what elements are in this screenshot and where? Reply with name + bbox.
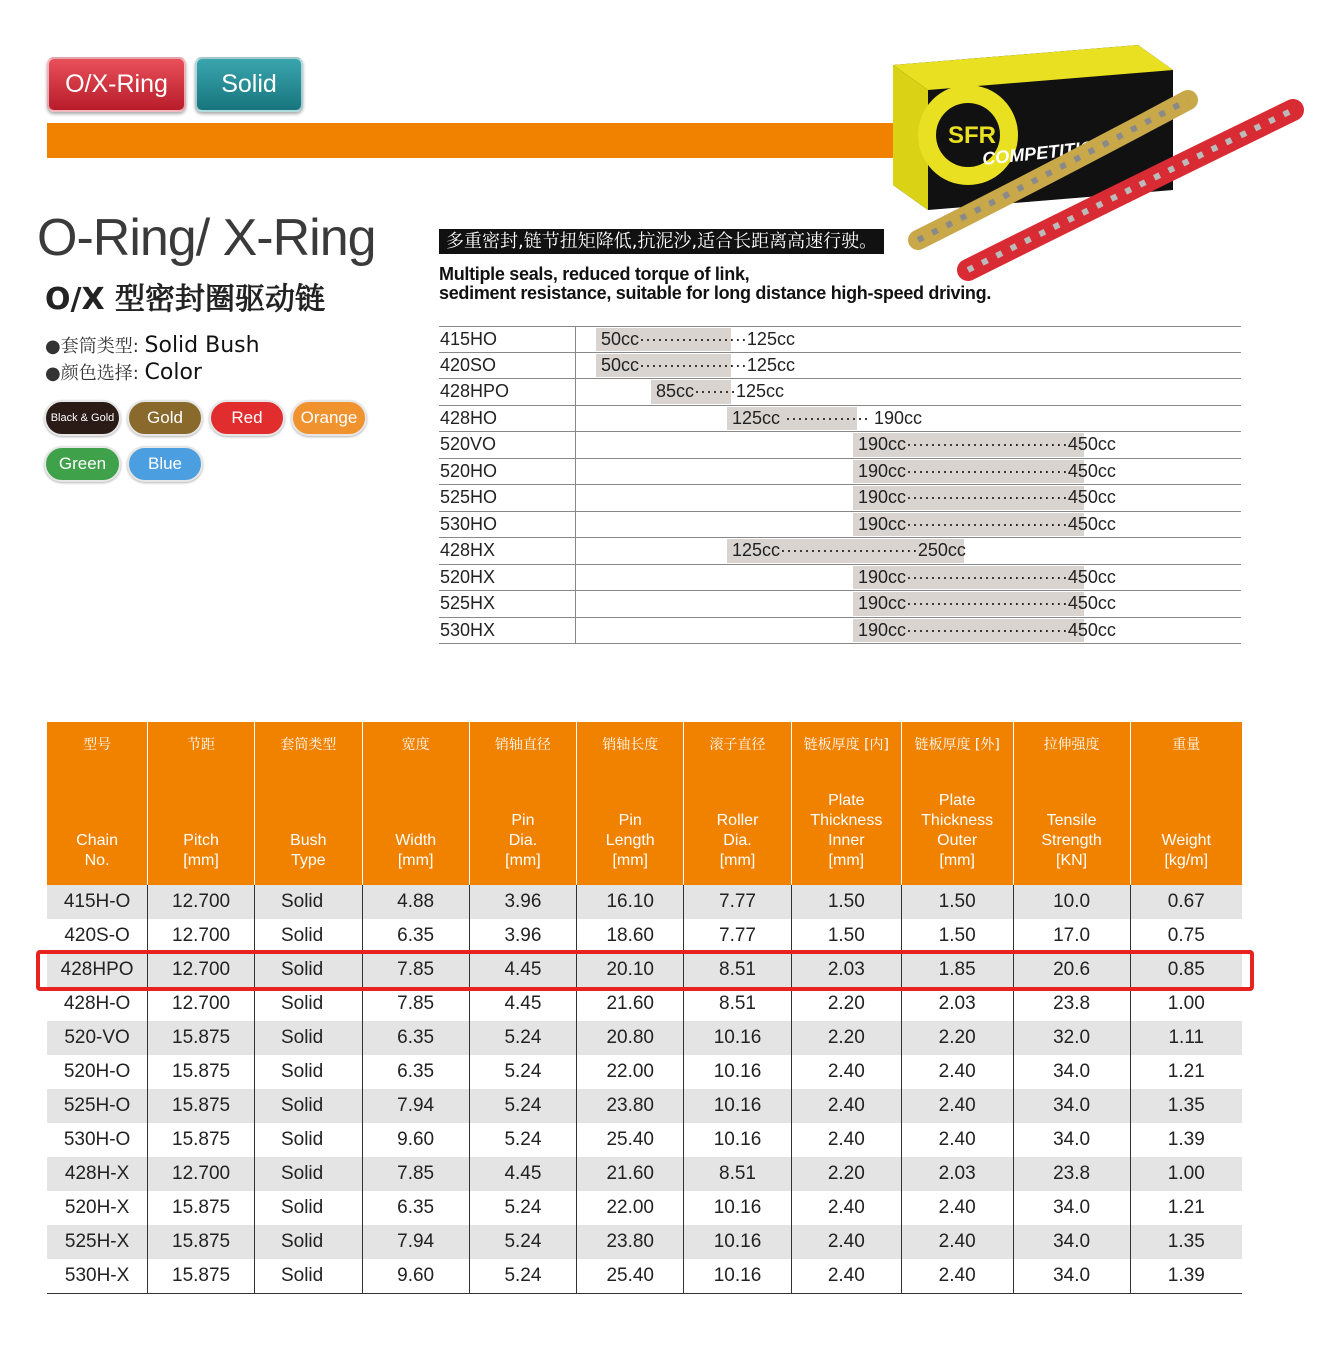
table-cell: 428H-O (63, 993, 131, 1014)
table-cell: 520H-O (63, 1061, 131, 1082)
range-model: 428HO (440, 407, 498, 428)
table-cell: 22.00 (577, 1055, 684, 1089)
color-pill-blue: Blue (127, 446, 203, 482)
range-divider (575, 406, 576, 432)
table-cell: 10.16 (684, 1055, 792, 1089)
table-cell: 8.51 (684, 987, 792, 1021)
table-cell: 20.10 (577, 953, 684, 987)
table-cell: 2.20 (791, 1157, 901, 1191)
table-cell: 2.40 (901, 1089, 1013, 1123)
range-bar: 190cc···························450cc (853, 433, 1084, 457)
header-en: Plate Thickness Inner [mm] (810, 792, 883, 869)
table-cell: 8.51 (684, 953, 792, 987)
table-cell: 6.35 (362, 1191, 469, 1225)
table-cell: 5.24 (469, 1055, 577, 1089)
range-row (439, 406, 1241, 433)
table-cell: 428HPO (47, 953, 148, 987)
spec-header (47, 722, 148, 885)
range-model: 428HPO (440, 381, 510, 401)
table-cell: 10.16 (684, 1259, 792, 1293)
table-cell: Solid (254, 1089, 362, 1123)
table-cell: 34.0 (1013, 1259, 1130, 1293)
table-cell: 20.80 (577, 1021, 684, 1055)
table-cell: 7.85 (362, 1157, 469, 1191)
table-cell: 2.40 (791, 1089, 901, 1123)
table-cell: 21.60 (577, 987, 684, 1021)
range-row (439, 432, 1241, 459)
range-row (439, 353, 1241, 380)
table-cell: 16.10 (577, 885, 684, 919)
table-cell: 21.60 (577, 1157, 684, 1191)
range-bar: 125cc ·············· 190cc (727, 407, 857, 431)
table-cell: 15.875 (148, 1225, 255, 1259)
table-cell: 2.40 (791, 1055, 901, 1089)
table-cell: 7.85 (362, 953, 469, 987)
range-model: 520HX (440, 566, 496, 587)
table-cell: 25.40 (577, 1259, 684, 1293)
range-model: 530HO (440, 513, 498, 534)
table-cell: 7.94 (362, 1225, 469, 1259)
range-row (439, 459, 1241, 486)
range-model: 420SO (440, 354, 497, 375)
table-cell: 32.0 (1013, 1021, 1130, 1055)
range-row (439, 326, 1241, 353)
color-pill-gold: Gold (127, 400, 203, 436)
table-cell: 2.40 (791, 1191, 901, 1225)
solid-badge: Solid (195, 57, 303, 112)
range-bar: 50cc··················125cc (596, 328, 731, 351)
table-cell: Solid (254, 885, 362, 919)
spec-header (1013, 722, 1130, 885)
header-cn: 滚子直径 (709, 737, 766, 753)
range-model: 415HO (440, 329, 498, 349)
table-cell: 5.24 (469, 1089, 577, 1123)
range-bar: 50cc··················125cc (596, 354, 731, 378)
table-cell: 5.24 (469, 1259, 577, 1293)
table-cell: 2.40 (791, 1259, 901, 1293)
table-cell: 15.875 (148, 1021, 255, 1055)
range-model: 530HX (440, 619, 496, 640)
table-cell: 6.35 (362, 919, 469, 953)
table-row (47, 885, 1242, 919)
table-cell: 10.16 (684, 1191, 792, 1225)
table-cell: 1.00 (1130, 1157, 1242, 1191)
table-cell: 20.6 (1013, 953, 1130, 987)
table-cell: 1.35 (1130, 1225, 1242, 1259)
table-cell: 1.50 (901, 919, 1013, 953)
oring-badge: O/X-Ring (47, 57, 186, 112)
table-cell: 1.21 (1130, 1191, 1242, 1225)
header-cn: 链板厚度 [外] (914, 737, 1000, 753)
header-en: Roller Dia. [mm] (716, 812, 759, 869)
table-cell: 18.60 (577, 919, 684, 953)
table-cell: 10.16 (684, 1123, 792, 1157)
table-cell: 4.88 (362, 885, 469, 919)
table-cell: 1.50 (791, 885, 901, 919)
range-bar: 190cc···························450cc (853, 619, 1084, 643)
table-cell: 2.20 (791, 987, 901, 1021)
header-cn: 销轴长度 (602, 737, 659, 753)
table-cell: 0.75 (1130, 919, 1242, 953)
table-cell: 6.35 (362, 1021, 469, 1055)
range-divider (575, 618, 576, 644)
header-cn: 宽度 (401, 737, 430, 753)
table-row (47, 1123, 1242, 1157)
range-divider (575, 353, 576, 379)
header-cn: 型号 (83, 737, 112, 753)
table-cell: 4.45 (469, 1157, 577, 1191)
table-cell: 9.60 (362, 1259, 469, 1293)
table-cell: Solid (254, 1225, 362, 1259)
table-cell: 2.03 (791, 953, 901, 987)
range-bar: 190cc···························450cc (853, 486, 1084, 510)
spec-header (791, 722, 901, 885)
table-cell: 530H-O (63, 1129, 131, 1150)
table-cell: 428H-X (47, 1157, 148, 1191)
description-en: Multiple seals, reduced torque of link, sediment resistance, suitable for long distance high-speed driving. (439, 264, 992, 303)
table-cell: 17.0 (1013, 919, 1130, 953)
highlight-box (36, 950, 1254, 991)
table-cell: 12.700 (148, 1157, 255, 1191)
table-cell: 2.40 (901, 1259, 1013, 1293)
table-row (47, 1225, 1242, 1259)
table-cell: Solid (254, 1157, 362, 1191)
range-divider (575, 512, 576, 538)
table-cell: 12.700 (148, 885, 255, 919)
table-cell: 7.77 (684, 885, 792, 919)
svg-text:SFR: SFR (948, 122, 996, 149)
header-en: Chain No. (76, 832, 118, 869)
bush-spec: ●套筒类型: Solid Bush (45, 333, 260, 358)
color-pill-green: Green (44, 446, 121, 482)
color-pill-black-gold: Black & Gold (44, 400, 121, 436)
product-image (888, 40, 1308, 285)
table-cell: 5.24 (469, 1191, 577, 1225)
range-model: 525HX (440, 593, 496, 613)
table-cell: 520-VO (47, 1021, 148, 1055)
table-cell: 2.03 (901, 1157, 1013, 1191)
table-cell: 15.875 (148, 1055, 255, 1089)
table-cell: 4.45 (469, 987, 577, 1021)
table-cell: 2.40 (791, 1123, 901, 1157)
header-en: Pitch [mm] (183, 832, 219, 869)
table-cell: 34.0 (1013, 1225, 1130, 1259)
table-cell: 2.20 (791, 1021, 901, 1055)
table-cell: Solid (254, 1123, 362, 1157)
table-cell: 1.50 (791, 919, 901, 953)
table-cell: Solid (254, 1191, 362, 1225)
table-cell: 1.39 (1130, 1259, 1242, 1293)
table-cell: 415H-O (47, 885, 148, 919)
range-model: 525HO (440, 487, 498, 507)
range-model: 428HX (440, 540, 496, 560)
range-bar: 190cc···························450cc (853, 460, 1084, 484)
table-cell: 6.35 (362, 1055, 469, 1089)
table-row (47, 987, 1242, 1021)
table-cell: 2.40 (901, 1191, 1013, 1225)
table-cell: 25.40 (577, 1123, 684, 1157)
table-cell: 34.0 (1013, 1089, 1130, 1123)
table-cell: 34.0 (1013, 1123, 1130, 1157)
spec-header (577, 722, 684, 885)
table-cell: 15.875 (148, 1089, 255, 1123)
table-cell: 7.94 (362, 1089, 469, 1123)
color-pill-red: Red (209, 400, 285, 436)
spec-header (1130, 722, 1242, 885)
table-cell: 2.40 (901, 1055, 1013, 1089)
table-cell: Solid (254, 919, 362, 953)
spec-header (684, 722, 792, 885)
table-cell: Solid (254, 1259, 362, 1293)
table-cell: 1.85 (901, 953, 1013, 987)
range-divider (575, 538, 576, 564)
table-cell: 7.77 (684, 919, 792, 953)
header-en: Weight [kg/m] (1161, 832, 1212, 869)
table-cell: 15.875 (148, 1191, 255, 1225)
table-cell: 34.0 (1013, 1191, 1130, 1225)
table-cell: 9.60 (362, 1123, 469, 1157)
range-divider (575, 565, 576, 591)
range-row (439, 512, 1241, 539)
range-model: 520HO (440, 460, 498, 481)
table-row (47, 1191, 1242, 1225)
table-cell: 1.21 (1130, 1055, 1242, 1089)
table-cell: 34.0 (1013, 1055, 1130, 1089)
table-cell: 2.40 (901, 1225, 1013, 1259)
table-row (47, 1259, 1242, 1293)
table-cell: 12.700 (148, 919, 255, 953)
table-cell: 10.0 (1013, 885, 1130, 919)
svg-text:COMPETITION: COMPETITION (981, 136, 1108, 169)
header-en: Plate Thickness Outer [mm] (921, 792, 994, 869)
table-cell: 15.875 (148, 1259, 255, 1293)
spec-header (148, 722, 255, 885)
range-divider (575, 591, 576, 617)
table-cell: 1.11 (1130, 1021, 1242, 1055)
range-row (439, 591, 1241, 618)
table-cell: 0.85 (1130, 953, 1242, 987)
table-cell: Solid (254, 1055, 362, 1089)
table-cell: 520H-X (64, 1197, 130, 1218)
header-cn: 拉伸强度 (1043, 737, 1100, 753)
table-row (47, 1055, 1242, 1089)
header-en: Width [mm] (395, 832, 437, 869)
table-cell: 3.96 (469, 919, 577, 953)
spec-header (362, 722, 469, 885)
page-title: O-Ring/ X-Ring (37, 209, 376, 267)
header-cn: 套筒类型 (280, 737, 337, 753)
spec-header (254, 722, 362, 885)
table-cell: 7.85 (362, 987, 469, 1021)
table-cell: 530H-X (47, 1259, 148, 1293)
table-row (47, 1157, 1242, 1191)
table-cell: Solid (254, 953, 362, 987)
table-cell: 525H-O (47, 1089, 148, 1123)
range-row (439, 379, 1241, 406)
table-cell: 15.875 (148, 1123, 255, 1157)
displacement-range-table (439, 326, 1241, 644)
range-divider (575, 485, 576, 511)
table-cell: 8.51 (684, 1157, 792, 1191)
table-cell: 12.700 (148, 987, 255, 1021)
range-bar: 125cc·······················250cc (727, 539, 964, 563)
page-subtitle: O/X 型密封圈驱动链 (45, 282, 326, 317)
header-en: Pin Length [mm] (605, 812, 655, 869)
spec-table (47, 722, 1242, 1294)
header-en: Tensile Strength [KN] (1041, 812, 1102, 869)
table-cell: 0.67 (1130, 885, 1242, 919)
header-cn: 链板厚度 [内] (803, 737, 889, 753)
range-row (439, 538, 1241, 565)
range-row (439, 618, 1241, 645)
spec-header (901, 722, 1013, 885)
range-row (439, 565, 1241, 592)
header-en: Pin Dia. [mm] (505, 812, 541, 869)
table-cell: 22.00 (577, 1191, 684, 1225)
table-cell: 10.16 (684, 1089, 792, 1123)
table-cell: 1.00 (1130, 987, 1242, 1021)
color-spec: ●颜色选择: Color (45, 360, 202, 385)
table-cell: 23.8 (1013, 987, 1130, 1021)
header-bar (47, 123, 947, 158)
table-cell: 1.50 (901, 885, 1013, 919)
spec-header (469, 722, 577, 885)
table-cell: 23.80 (577, 1089, 684, 1123)
header-cn: 销轴直径 (494, 737, 551, 753)
header-cn: 节距 (187, 737, 216, 753)
table-cell: 420S-O (64, 925, 130, 946)
table-cell: 4.45 (469, 953, 577, 987)
table-row (47, 1089, 1242, 1123)
range-bar: 190cc···························450cc (853, 566, 1084, 590)
color-pill-orange: Orange (291, 400, 367, 436)
table-cell: 2.20 (901, 1021, 1013, 1055)
table-cell: Solid (254, 1021, 362, 1055)
range-divider (575, 327, 576, 352)
header-en: Bush Type (290, 832, 327, 869)
range-divider (575, 459, 576, 485)
table-cell: 2.03 (901, 987, 1013, 1021)
range-divider (575, 379, 576, 405)
table-cell: 10.16 (684, 1021, 792, 1055)
header-cn: 重量 (1172, 737, 1201, 753)
range-row (439, 485, 1241, 512)
table-cell: 1.35 (1130, 1089, 1242, 1123)
range-model: 520VO (440, 434, 497, 454)
range-divider (575, 432, 576, 458)
table-cell: 2.40 (901, 1123, 1013, 1157)
table-cell: 525H-X (47, 1225, 148, 1259)
table-row (47, 1021, 1242, 1055)
table-cell: 23.80 (577, 1225, 684, 1259)
table-cell: Solid (254, 987, 362, 1021)
description-cn: 多重密封,链节扭矩降低,抗泥沙,适合长距离高速行驶。 (439, 229, 884, 254)
range-bar: 190cc···························450cc (853, 513, 1084, 537)
table-cell: 5.24 (469, 1123, 577, 1157)
table-cell: 1.39 (1130, 1123, 1242, 1157)
table-cell: 10.16 (684, 1225, 792, 1259)
range-bar: 85cc·······125cc (651, 380, 731, 404)
table-row (47, 919, 1242, 953)
table-cell: 3.96 (469, 885, 577, 919)
table-cell: 23.8 (1013, 1157, 1130, 1191)
table-cell: 2.40 (791, 1225, 901, 1259)
table-cell: 5.24 (469, 1225, 577, 1259)
table-cell: 5.24 (469, 1021, 577, 1055)
table-cell: 12.700 (148, 953, 255, 987)
range-bar: 190cc···························450cc (853, 592, 1084, 616)
